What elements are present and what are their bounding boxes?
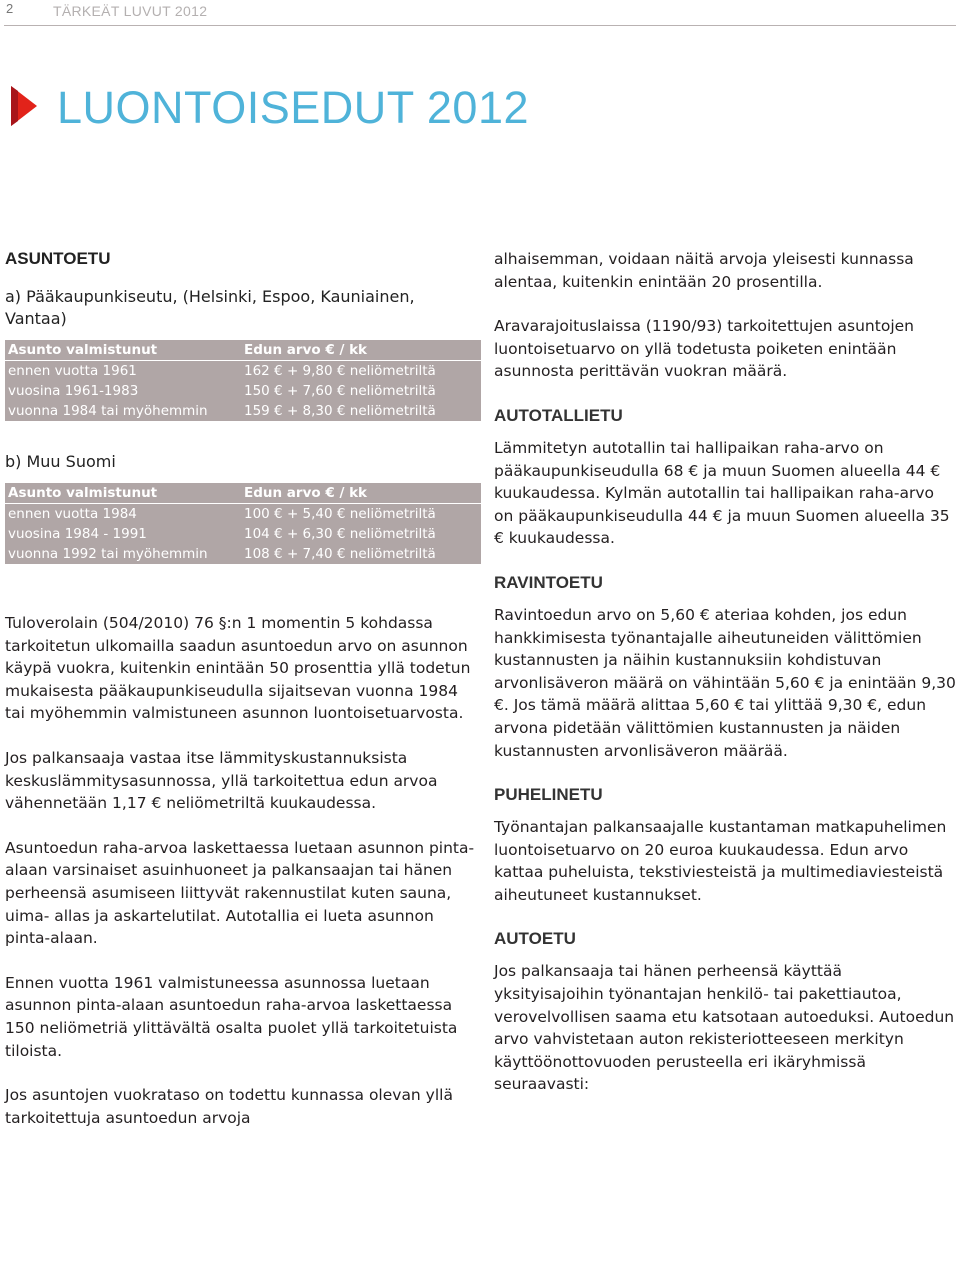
table-cell: ennen vuotta 1961 [8,363,137,379]
paragraph: Ennen vuotta 1961 valmistuneessa asunnossa luetaan asunnon pinta-alaan asuntoedun raha-arvoa laskettaessa 150 neliömetriä ylittävältä osalta puolet yllä tarkoitetuista tiloista. [5,973,458,1060]
section-heading-autotallietu: AUTOTALLIETU [494,405,623,425]
subheading-a: a) Pääkaupunkiseutu, (Helsinki, Espoo, Kauniainen, Vantaa) [5,287,415,328]
paragraph: Lämmitetyn autotallin tai hallipaikan raha-arvo on pääkaupunkiseudulla 68 € ja muun Suomen alueella 44 € kuukaudessa. Kylmän autotallin tai hallipaikan raha-arvo on pääkaupunkiseudulla 44 € ja muun Suomen alueella 35 € kuukaudessa. [494,438,950,548]
table-row [5,504,481,525]
table-header-row [5,340,481,361]
section-heading-autoetu: AUTOETU [494,929,576,949]
table-cell: vuonna 1992 tai myöhemmin [8,546,208,562]
paragraph: Jos asuntojen vuokrataso on todettu kunnassa olevan yllä tarkoitettuja asuntoedun arvoja [5,1086,453,1127]
section-heading-ravintoetu: RAVINTOETU [494,572,603,592]
table-cell: 104 € + 6,30 € neliömetriltä [244,526,436,542]
table-row [5,524,481,544]
table-header-cell: Asunto valmistunut [5,483,241,504]
table-cell: 100 € + 5,40 € neliömetriltä [244,506,436,522]
paragraph: Tuloverolain (504/2010) 76 §:n 1 momentin 5 kohdassa tarkoitetun ulkomailla saadun asuntoedun arvo on asunnon käypä vuokra, kuitenkin enintään 50 prosenttia yllä todetun mukaisesta pääkaupunkiseudulla sijaitsevan vuonna 1984 tai myöhemmin valmistuneen asunnon luontoisetuarvosta. [5,614,471,723]
table-cell: 108 € + 7,40 € neliömetriltä [244,546,436,562]
table-cell: 162 € + 9,80 € neliömetriltä [244,363,436,379]
header-rule [4,25,956,26]
table-cell: vuosina 1961-1983 [8,383,139,399]
table-a [5,340,481,421]
paragraph: Jos palkansaaja tai hänen perheensä käyttää yksityisajoihin työnantajan henkilö- tai pakettiautoa, verovelvollisen saama etu katsotaan autoeduksi. Autoedun arvo vahvistetaan auton rekisteriotteeseen merkityn käyttöönottovuoden perusteella eri ikäryhmissä seuraavasti: [494,962,955,1094]
red-arrow-icon [10,86,38,126]
paragraph: Aravarajoituslaissa (1190/93) tarkoitettujen asuntojen luontoisetuarvo on yllä todetusta poiketen enintään asunnosta perittävän vuokran määrä. [494,317,914,381]
table-header-cell: Edun arvo € / kk [241,483,481,504]
table-b [5,483,481,564]
page-title: LUONTOISEDUT 2012 [57,82,530,133]
section-heading-puhelinetu: PUHELINETU [494,785,603,805]
table-cell: ennen vuotta 1984 [8,506,137,522]
table-cell: vuonna 1984 tai myöhemmin [8,403,208,419]
section-heading-asuntoetu: ASUNTOETU [5,249,111,268]
table-header-cell: Edun arvo € / kk [241,340,481,361]
paragraph: Ravintoedun arvo on 5,60 € ateriaa kohden, jos edun hankkimisesta työnantajalle aiheutuneiden välittömien kustannusten ja näihin kustannuksiin kohdistuvan arvonlisäveron määrä on vähintään 5,60 € ja enintään 9,30 €. Jos tämä määrä alittaa 5,60 € tai ylittää 9,30 €, edun arvona pidetään välittömien kustannusten ja näiden kustannusten arvonlisäveron määrää. [494,605,956,760]
subheading-b: b) Muu Suomi [5,452,116,471]
table-row [5,381,481,401]
table-header-cell: Asunto valmistunut [5,340,241,361]
left-column [5,248,475,1151]
page-number: 2 [6,1,14,16]
table-row [5,544,481,564]
table-cell: 150 € + 7,60 € neliömetriltä [244,383,436,399]
table-row [5,401,481,421]
table-header-row [5,483,481,504]
paragraph: alhaisemman, voidaan näitä arvoja yleisesti kunnassa alentaa, kuitenkin enintään 20 prosentilla. [494,250,914,291]
table-cell: 159 € + 8,30 € neliömetriltä [244,403,436,419]
paragraph: Jos palkansaaja vastaa itse lämmityskustannuksista keskuslämmitysasunnossa, yllä tarkoitettua edun arvoa vähennetään 1,17 € neliömetriltä kuukaudessa. [5,748,438,813]
table-cell: vuosina 1984 - 1991 [8,526,147,542]
running-title: TÄRKEÄT LUVUT 2012 [53,3,208,19]
paragraph: Asuntoedun raha-arvoa laskettaessa luetaan asunnon pinta-alaan varsinaiset asuinhuoneet ja palkansaajan tai hänen perheensä asumiseen liittyvät rakennustilat kuten sauna, uima- allas ja askartelutilat. Autotallia ei lueta asunnon pinta-alaan. [5,838,475,948]
table-row [5,361,481,382]
right-column [494,248,956,1118]
paragraph: Työnantajan palkansaajalle kustantaman matkapuhelimen luontoisetuarvo on 20 euroa kuukaudessa. Edun arvo kattaa puheluista, tekstiviesteistä ja multimediaviesteistä aiheutuneet kustannukset. [494,818,947,904]
